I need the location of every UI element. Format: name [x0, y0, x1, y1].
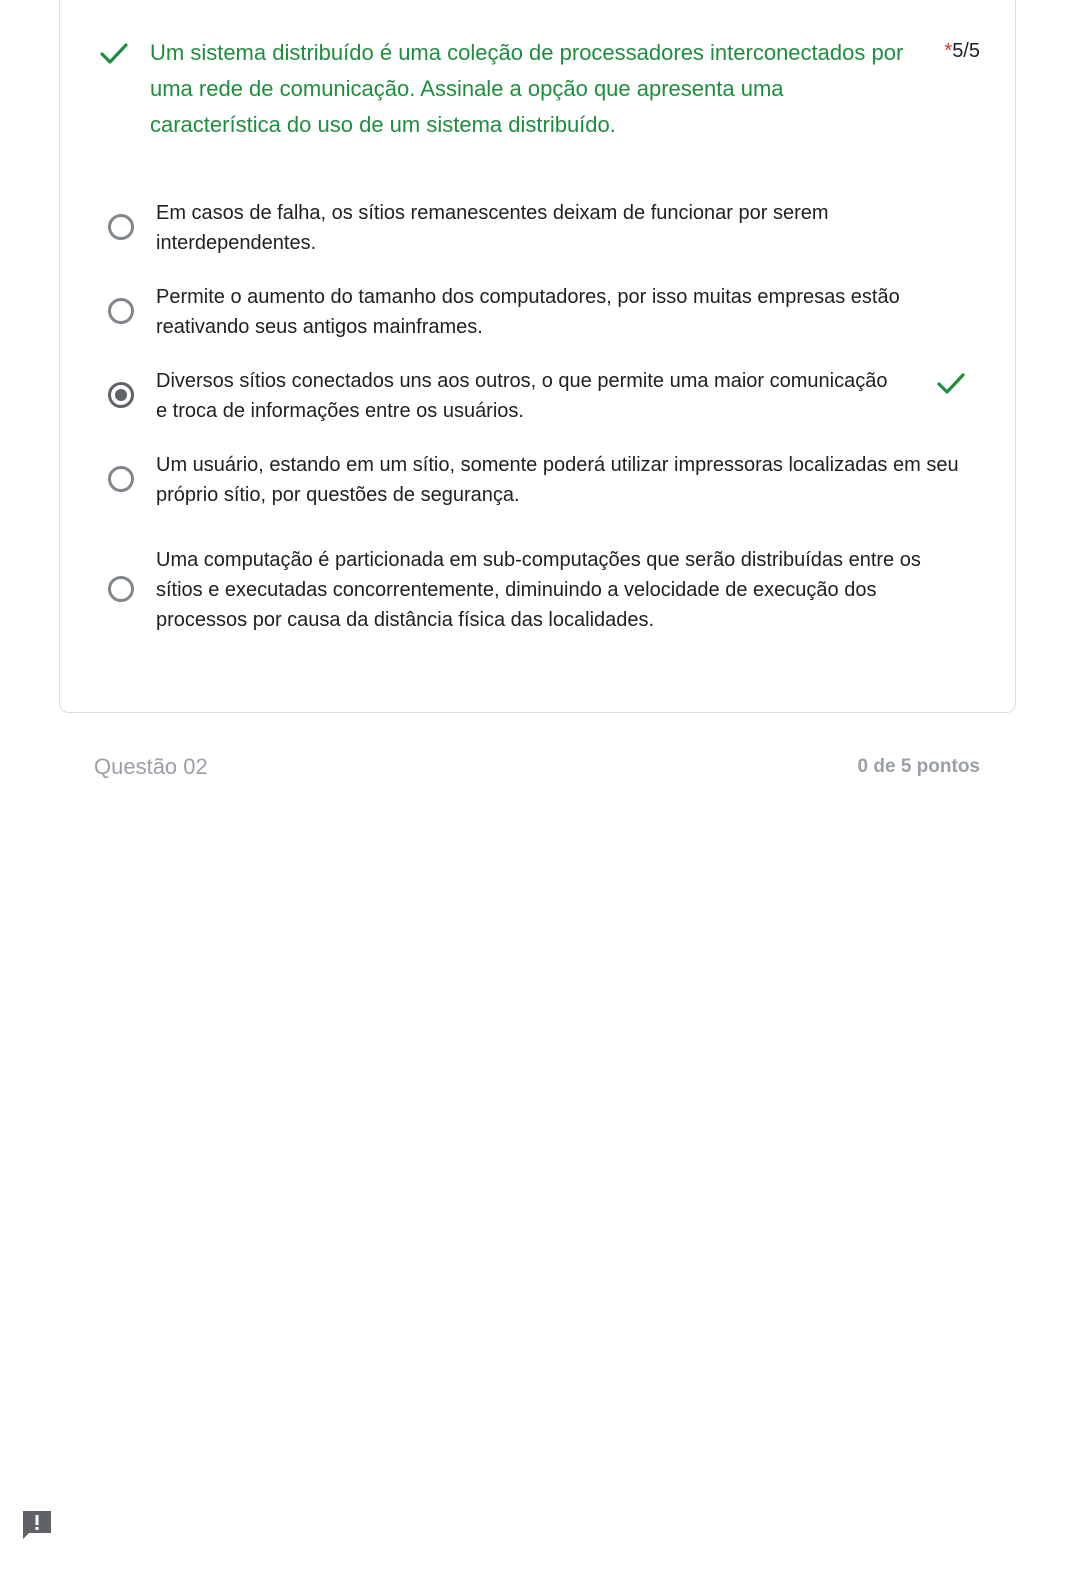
check-icon	[935, 370, 967, 398]
radio-button[interactable]	[108, 466, 134, 492]
question-title: Um sistema distribuído é uma coleção de processadores interconectados por uma rede de comunicação. Assinale a opção que apresenta uma característica do uso de um sistema distribuído.	[150, 40, 904, 137]
radio-button[interactable]	[108, 576, 134, 602]
option-label: Um usuário, estando em um sítio, somente poderá utilizar impressoras localizadas em seu próprio sítio, por questões de segurança.	[156, 454, 959, 506]
check-icon	[98, 40, 130, 68]
radio-button-selected[interactable]	[108, 382, 134, 408]
section-title: Questão 02	[94, 754, 208, 779]
required-marker: *	[944, 40, 953, 62]
radio-button[interactable]	[108, 298, 134, 324]
radio-button[interactable]	[108, 214, 134, 240]
option-label: Permite o aumento do tamanho dos computadores, por isso muitas empresas estão reativando seus antigos mainframes.	[156, 286, 900, 338]
option-label: Diversos sítios conectados uns aos outros, o que permite uma maior comunicação e troca de informações entre os usuários.	[156, 370, 888, 422]
score-value: 5/5	[952, 40, 980, 62]
option-label: Uma computação é particionada em sub-computações que serão distribuídas entre os sítios e executadas concorrentemente, diminuindo a velocidade de execução dos processos por causa da distância física das localidades.	[156, 549, 921, 631]
option-label: Em casos de falha, os sítios remanescentes deixam de funcionar por serem interdependentes.	[156, 202, 829, 254]
report-issue-icon[interactable]	[20, 1508, 54, 1542]
section-points: 0 de 5 pontos	[857, 756, 980, 777]
question-score	[944, 40, 980, 63]
